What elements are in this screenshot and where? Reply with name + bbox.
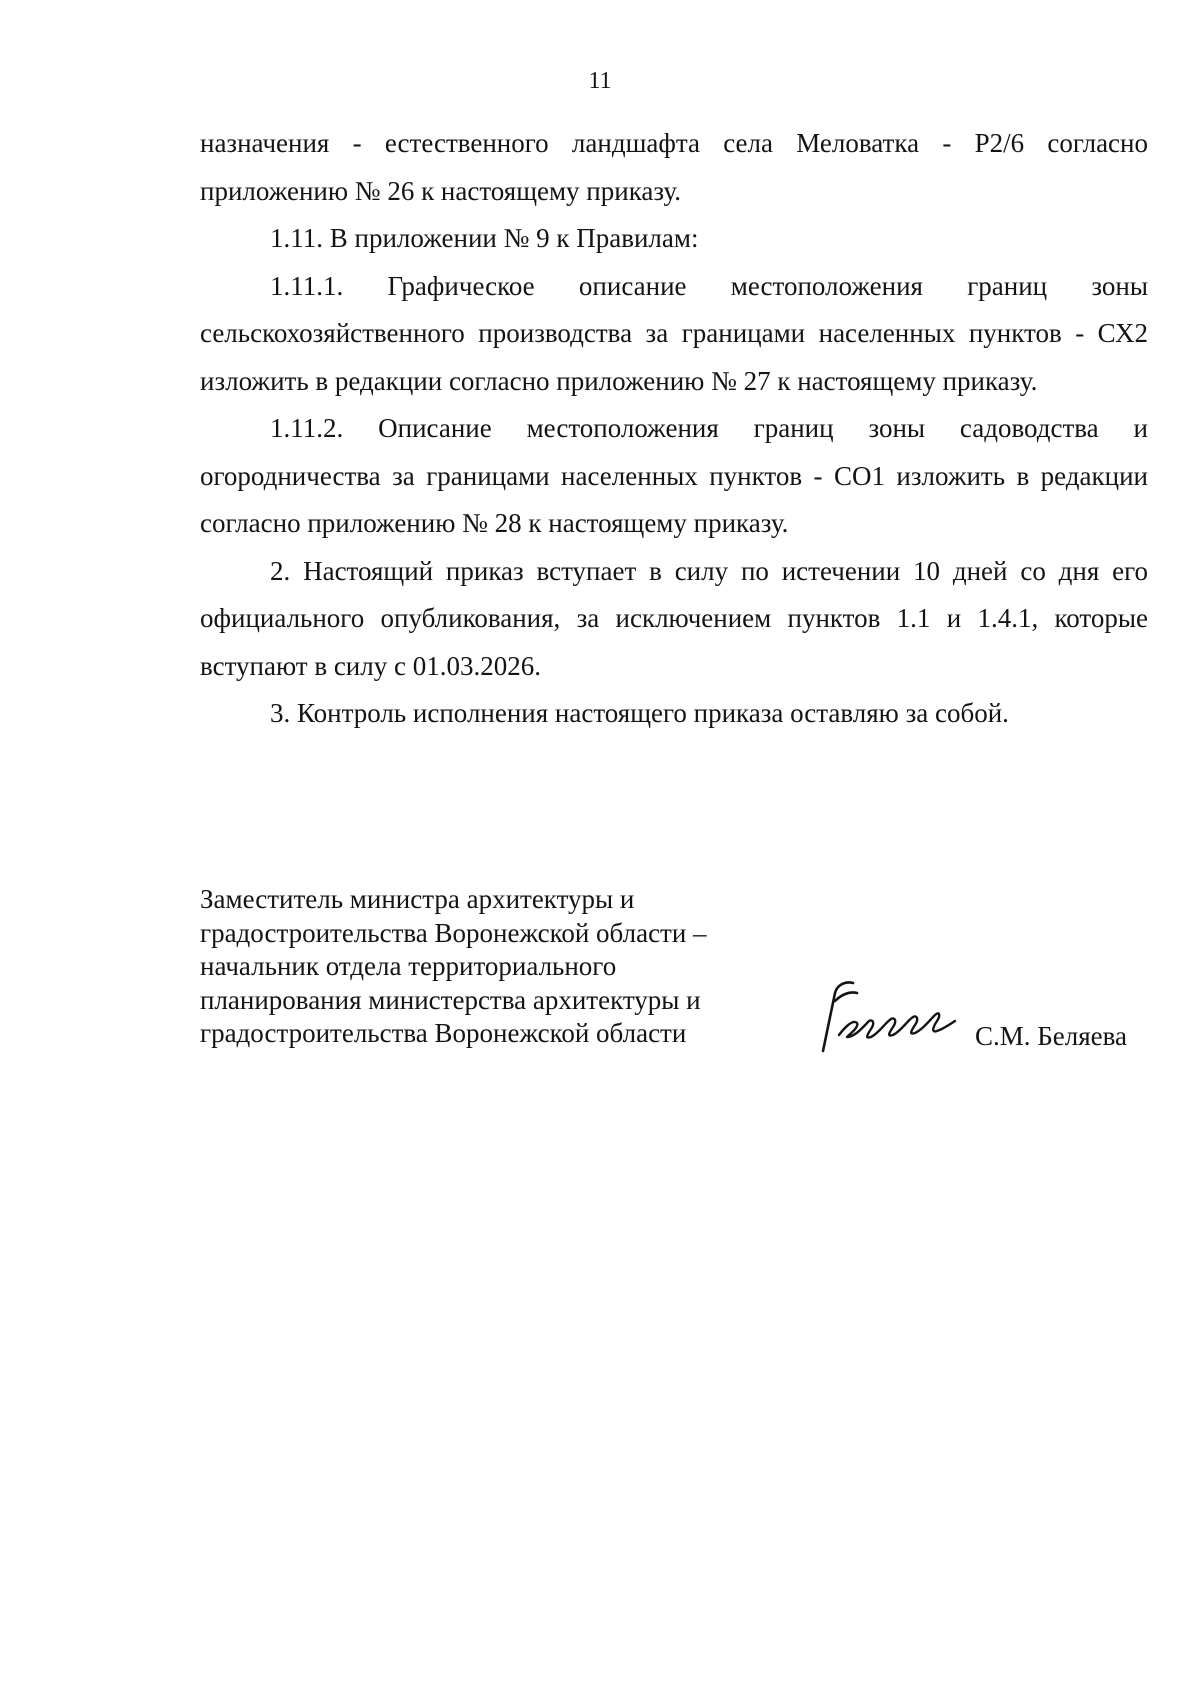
page-number: 11 xyxy=(588,68,612,94)
paragraph-1-11-1: 1.11.1. Графическое описание местоположения границ зоны сельскохозяйственного производства за границами населенных пунктов - СХ2 изложить в редакции согласно приложению № 27 к настоящему приказу. xyxy=(200,270,1148,396)
signatory-position-line: планирования министерства архитектуры и xyxy=(200,984,701,1015)
handwritten-signature xyxy=(805,975,965,1055)
paragraph-continuation-line-2: приложению № 26 к настоящему приказу. xyxy=(200,175,682,206)
paragraph-1-11: 1.11. В приложении № 9 к Правилам: xyxy=(270,223,699,253)
signatory-position-line: начальник отдела территориального xyxy=(200,951,617,981)
signatory-position-line: градостроительства Воронежской области – xyxy=(200,917,707,948)
signatory-position xyxy=(200,883,720,1051)
paragraph-2: 2. Настоящий приказ вступает в силу по истечении 10 дней со дня его официального опубликования, за исключением пунктов 1.1 и 1.4.1, которые вступают в силу с 01.03.2026. xyxy=(200,555,1148,681)
paragraph-continuation-line-1: назначения - естественного ландшафта села Меловатка - Р2/6 согласно xyxy=(200,128,1148,158)
signatory-position-line: Заместитель министра архитектуры и xyxy=(200,884,635,914)
signatory-position-line: градостроительства Воронежской области xyxy=(200,1018,687,1048)
paragraph-1-11-2: 1.11.2. Описание местоположения границ зоны садоводства и огородничества за границами населенных пунктов - СО1 изложить в редакции согласно приложению № 28 к настоящему приказу. xyxy=(200,413,1148,538)
signer-name: С.М. Беляева xyxy=(975,1021,1128,1051)
paragraph-3: 3. Контроль исполнения настоящего приказа оставляю за собой. xyxy=(270,698,1009,728)
document-body xyxy=(200,120,1148,738)
